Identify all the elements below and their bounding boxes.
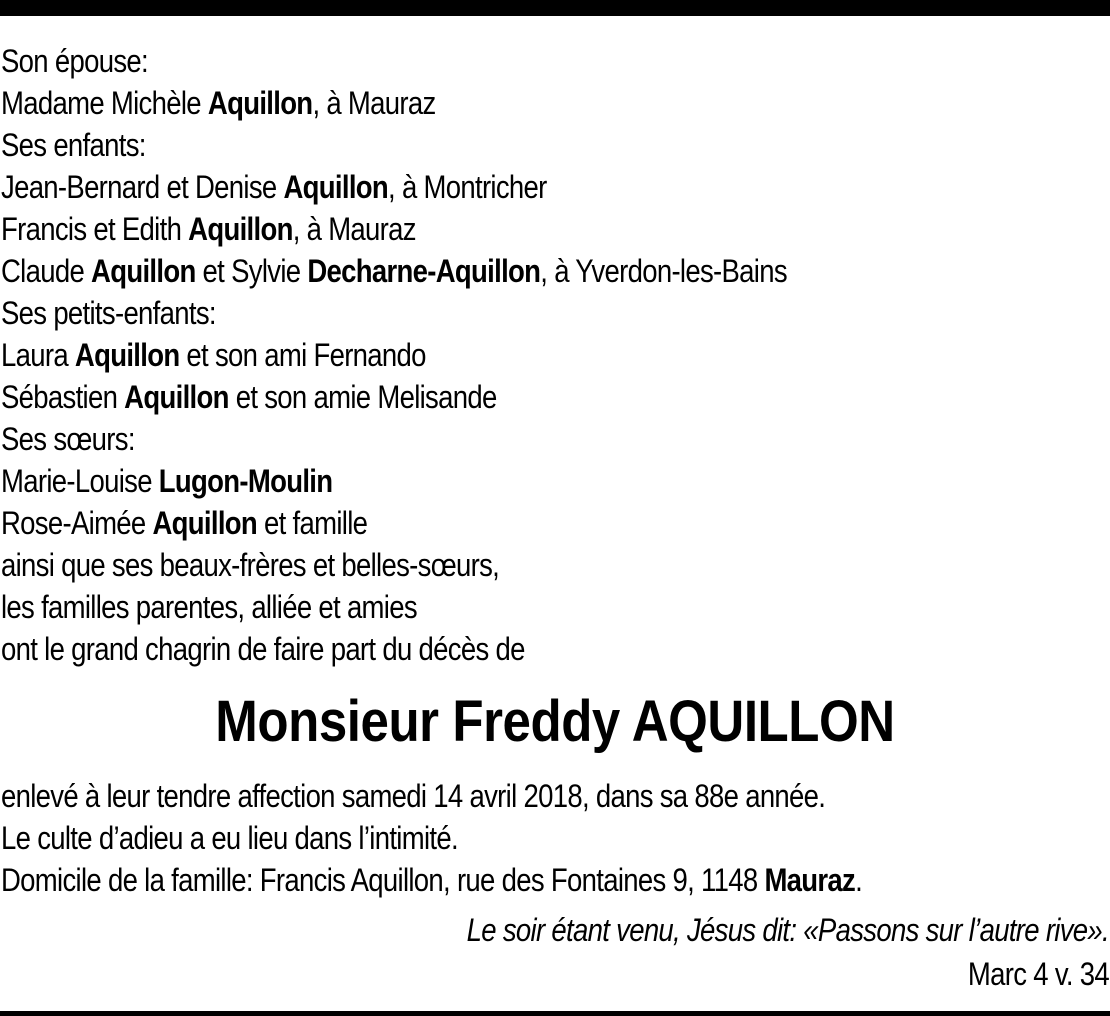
domicile-address: Domicile de la famille: Francis Aquillon, rue des Fontaines 9, 1148 [1,862,765,898]
death-date-line: enlevé à leur tendre affection samedi 14 avril 2018, dans sa 88e année. [1,778,826,814]
deceased-name-heading: Monsieur Freddy AQUILLON [215,689,895,754]
grandchild-2-partner: et son amie Melisande [228,379,497,415]
grandchild-1-name: Laura [1,337,75,373]
spouse-first-name: Madame Michèle [1,85,208,121]
bottom-border-rule [0,1011,1110,1016]
sister-line-1 [1,460,947,502]
top-border-rule [0,0,1110,16]
bible-verse [109,908,1109,996]
grandchild-2-name: Sébastien [1,379,125,415]
sister-1-name: Marie-Louise [1,463,159,499]
sister-2-name: Rose-Aimée [1,505,153,541]
child-line-3 [1,250,947,292]
child-2-location: , à Mauraz [292,211,416,247]
child-3-location: , à Yverdon-les-Bains [540,253,787,289]
child-1-names: Jean-Bernard et Denise [1,169,284,205]
child-line-2 [1,208,947,250]
child-3-surname: Aquillon [91,253,196,289]
sister-2-surname: Aquillon [152,505,258,541]
sister-line-2 [1,502,947,544]
details-section [1,775,1109,901]
spouse-surname: Aquillon [207,85,313,121]
verse-quote: Le soir étant venu, Jésus dit: «Passons sur l’autre rive». [466,912,1109,948]
in-laws-line: ainsi que ses beaux-frères et belles-sœurs, [1,547,500,583]
child-3-partner-name: et Sylvie [195,253,308,289]
announcement-line: ont le grand chagrin de faire part du décès de [1,631,525,667]
spouse-heading: Son épouse: [1,43,148,79]
service-line: Le culte d’adieu a eu lieu dans l’intimité. [1,820,458,856]
spouse-location: , à Mauraz [312,85,436,121]
sister-2-suffix: et famille [257,505,368,541]
grandchild-2-surname: Aquillon [124,379,229,415]
children-heading: Ses enfants: [1,127,146,163]
sisters-heading: Ses sœurs: [1,421,135,457]
grandchild-1-partner: et son ami Fernando [179,337,426,373]
domicile-town: Mauraz [764,862,856,898]
child-2-surname: Aquillon [188,211,293,247]
grandchildren-heading: Ses petits-enfants: [1,295,216,331]
child-2-names: Francis et Edith [1,211,189,247]
child-1-location: , à Montricher [388,169,547,205]
grandchild-line-2 [1,376,947,418]
sister-1-surname: Lugon-Moulin [158,463,333,499]
grandchild-1-surname: Aquillon [74,337,180,373]
child-3-partner-surname: Decharne-Aquillon [307,253,541,289]
domicile-line [1,859,954,901]
verse-reference: Marc 4 v. 34 [967,956,1109,992]
spouse-line [1,82,947,124]
domicile-period: . [855,862,863,898]
child-1-surname: Aquillon [283,169,389,205]
grandchild-line-1 [1,334,947,376]
family-list [1,40,1101,670]
relatives-line: les familles parentes, alliée et amies [1,589,417,625]
child-3-name: Claude [1,253,92,289]
child-line-1 [1,166,947,208]
